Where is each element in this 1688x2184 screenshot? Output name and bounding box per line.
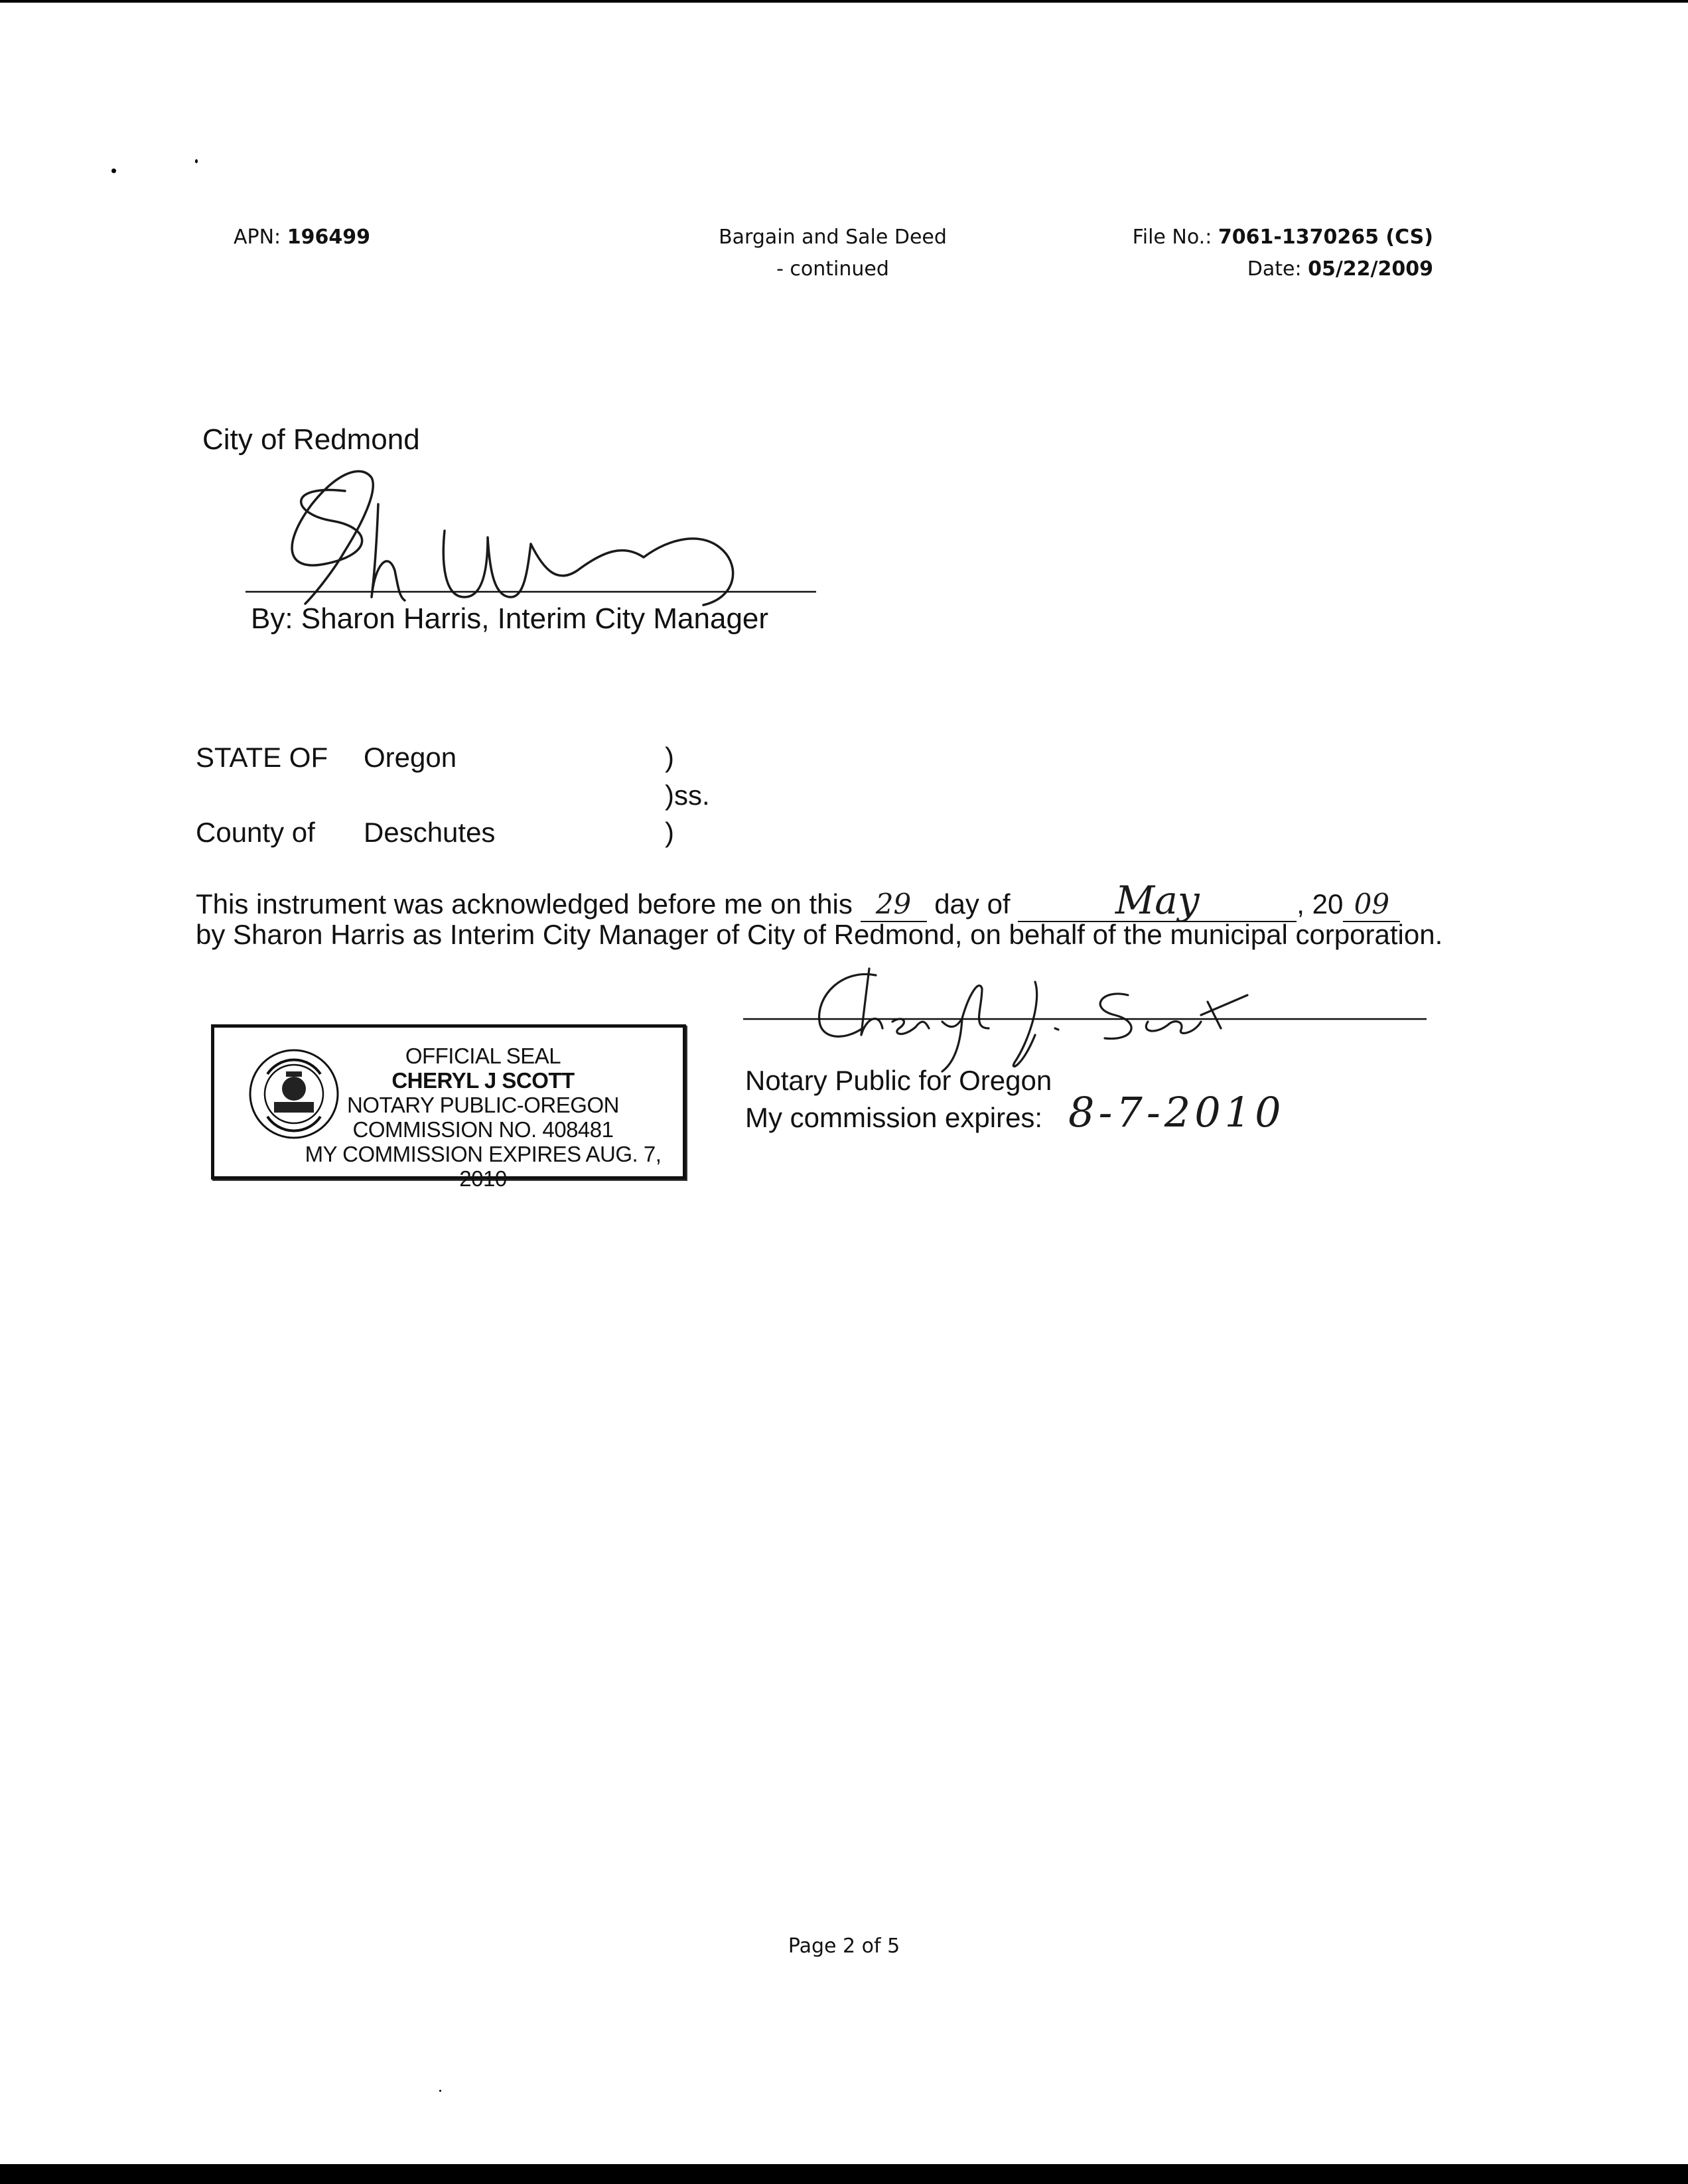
seal-expiration: MY COMMISSION EXPIRES AUG. 7, 2010 xyxy=(305,1142,662,1191)
document-title xyxy=(690,222,975,285)
day-blank xyxy=(861,888,927,922)
grantor-by-line: By: Sharon Harris, Interim City Manager xyxy=(251,602,769,635)
scan-speck xyxy=(195,159,198,163)
county-value: Deschutes xyxy=(364,817,496,848)
page-number: Page 2 of 5 xyxy=(788,1935,900,1958)
year-blank xyxy=(1343,888,1400,922)
grantor-entity: City of Redmond xyxy=(202,423,420,456)
state-label: STATE OF xyxy=(196,742,328,773)
seal-title: OFFICIAL SEAL xyxy=(405,1044,561,1068)
year-prefix: , 20 xyxy=(1297,888,1344,920)
notary-signature xyxy=(743,955,1433,1075)
seal-text xyxy=(281,1044,685,1191)
scan-border-bottom xyxy=(0,2164,1688,2184)
day-of-label: day of xyxy=(934,888,1011,920)
file-date: 05/22/2009 xyxy=(1308,257,1433,281)
month-blank xyxy=(1018,878,1297,923)
grantor-signature xyxy=(246,464,816,624)
file-date-line xyxy=(1035,253,1433,285)
notary-title: Notary Public for Oregon xyxy=(745,1065,1052,1096)
seal-commission-number: COMMISSION NO. 408481 xyxy=(352,1117,614,1142)
official-seal-stamp xyxy=(211,1024,686,1191)
apn-label: APN: xyxy=(234,226,281,249)
date-label: Date: xyxy=(1247,257,1302,281)
seal-notary-name: CHERYL J SCOTT xyxy=(391,1068,575,1093)
document-title-line: Bargain and Sale Deed xyxy=(719,226,947,249)
apn-line xyxy=(234,222,370,253)
acknowledgment-month: May xyxy=(1115,878,1200,923)
commission-expires-label: My commission expires: xyxy=(745,1102,1043,1133)
document-subtitle-line: - continued xyxy=(776,257,889,281)
scan-border-top xyxy=(0,0,1688,3)
acknowledgment-prefix: This instrument was acknowledged before me on this xyxy=(196,888,853,920)
scan-speck xyxy=(439,2090,441,2092)
apn-value: 196499 xyxy=(287,226,370,249)
venue-paren-close: ) xyxy=(665,817,674,848)
state-value: Oregon xyxy=(364,742,457,773)
acknowledgment-year: 09 xyxy=(1354,888,1390,920)
acknowledgment-day: 29 xyxy=(875,888,912,920)
file-label: File No.: xyxy=(1132,226,1212,249)
scan-speck xyxy=(111,169,116,173)
commission-expires-value: 8-7-2010 xyxy=(1068,1088,1285,1136)
file-info xyxy=(1035,222,1433,285)
file-number-line xyxy=(1035,222,1433,253)
seal-notary-title: NOTARY PUBLIC-OREGON xyxy=(347,1093,619,1117)
venue-paren-open: ) xyxy=(665,742,674,773)
venue-ss: )ss. xyxy=(665,780,710,811)
file-number: 7061-1370265 (CS) xyxy=(1218,226,1433,249)
county-label: County of xyxy=(196,817,315,848)
acknowledgment-line-2: by Sharon Harris as Interim City Manager of City of Redmond, on behalf of the municipal corporation. xyxy=(196,919,1443,950)
acknowledgment-line-1 xyxy=(196,878,1400,923)
